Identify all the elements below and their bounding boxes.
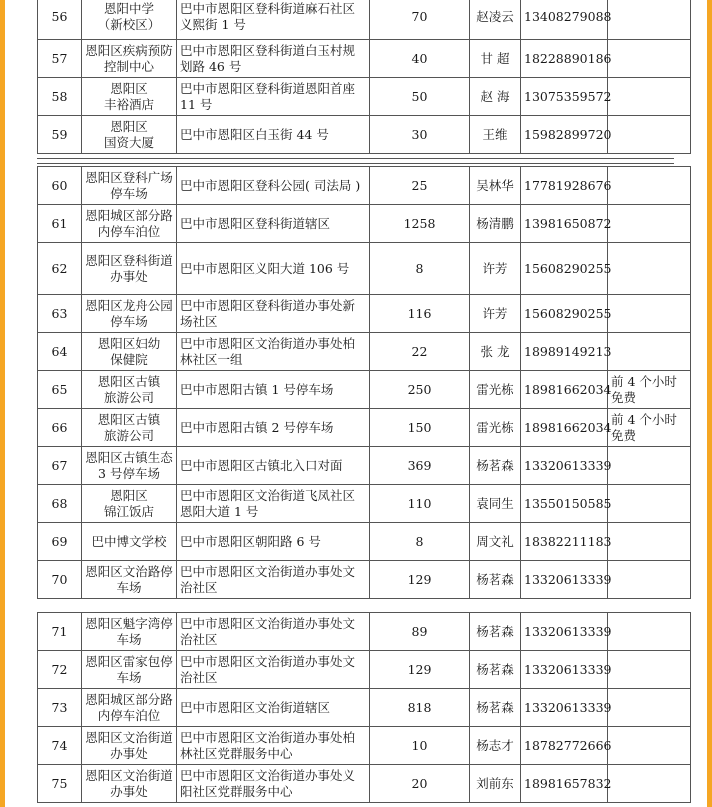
contact-person-cell: 许芳 xyxy=(470,295,521,333)
row-number-cell: 57 xyxy=(38,40,82,78)
phone-number-cell: 13408279088 xyxy=(521,0,608,40)
table-break xyxy=(37,158,674,164)
table-row xyxy=(38,371,691,409)
address-cell: 巴中市恩阳区白玉街 44 号 xyxy=(177,116,370,154)
row-number-cell: 71 xyxy=(38,613,82,651)
address-cell: 巴中市恩阳区文治街道飞凤社区恩阳大道 1 号 xyxy=(177,485,370,523)
table-row xyxy=(38,333,691,371)
parking-count-cell: 818 xyxy=(370,689,470,727)
left-orange-border xyxy=(0,0,5,807)
parking-count-cell: 30 xyxy=(370,116,470,154)
address-cell: 巴中市恩阳古镇 1 号停车场 xyxy=(177,371,370,409)
table-row xyxy=(38,523,691,561)
phone-number-cell: 13981650872 xyxy=(521,205,608,243)
contact-person-cell: 袁同生 xyxy=(470,485,521,523)
row-number-cell: 69 xyxy=(38,523,82,561)
parking-count-cell: 20 xyxy=(370,765,470,803)
contact-person-cell: 杨茗森 xyxy=(470,651,521,689)
table-row xyxy=(38,40,691,78)
phone-number-cell: 15608290255 xyxy=(521,295,608,333)
unit-name-cell: 恩阳区 丰裕酒店 xyxy=(82,78,177,116)
phone-number-cell: 13550150585 xyxy=(521,485,608,523)
note-cell xyxy=(608,651,691,689)
contact-person-cell: 甘 超 xyxy=(470,40,521,78)
table-row xyxy=(38,116,691,154)
table-row xyxy=(38,295,691,333)
note-cell xyxy=(608,727,691,765)
contact-person-cell: 杨茗森 xyxy=(470,689,521,727)
table-row xyxy=(38,765,691,803)
unit-name-cell: 恩阳区文治街道办事处 xyxy=(82,727,177,765)
table-row xyxy=(38,727,691,765)
note-cell xyxy=(608,295,691,333)
address-cell: 巴中市恩阳区登科街道办事处新场社区 xyxy=(177,295,370,333)
table-row xyxy=(38,485,691,523)
row-number-cell: 72 xyxy=(38,651,82,689)
table-row xyxy=(38,167,691,205)
row-number-cell: 67 xyxy=(38,447,82,485)
row-number-cell: 75 xyxy=(38,765,82,803)
note-cell: 前 4 个小时免费 xyxy=(608,409,691,447)
parking-count-cell: 70 xyxy=(370,0,470,40)
parking-count-cell: 8 xyxy=(370,523,470,561)
unit-name-cell: 恩阳中学 （新校区） xyxy=(82,0,177,40)
contact-person-cell: 雷光栋 xyxy=(470,409,521,447)
parking-table-part-2 xyxy=(37,166,691,599)
parking-count-cell: 89 xyxy=(370,613,470,651)
note-cell xyxy=(608,447,691,485)
phone-number-cell: 15608290255 xyxy=(521,243,608,295)
unit-name-cell: 恩阳区妇幼 保健院 xyxy=(82,333,177,371)
address-cell: 巴中市恩阳区登科街道恩阳首座 11 号 xyxy=(177,78,370,116)
address-cell: 巴中市恩阳区登科公园( 司法局 ) xyxy=(177,167,370,205)
contact-person-cell: 杨茗森 xyxy=(470,613,521,651)
table-row xyxy=(38,689,691,727)
parking-table-part-1 xyxy=(37,0,691,154)
row-number-cell: 65 xyxy=(38,371,82,409)
row-number-cell: 60 xyxy=(38,167,82,205)
row-number-cell: 64 xyxy=(38,333,82,371)
phone-number-cell: 15982899720 xyxy=(521,116,608,154)
unit-name-cell: 恩阳区魁字湾停车场 xyxy=(82,613,177,651)
contact-person-cell: 赵 海 xyxy=(470,78,521,116)
table-row xyxy=(38,205,691,243)
row-number-cell: 62 xyxy=(38,243,82,295)
table-row xyxy=(38,243,691,295)
parking-count-cell: 116 xyxy=(370,295,470,333)
phone-number-cell: 18382211183 xyxy=(521,523,608,561)
contact-person-cell: 杨茗森 xyxy=(470,447,521,485)
parking-count-cell: 1258 xyxy=(370,205,470,243)
unit-name-cell: 恩阳区 国资大厦 xyxy=(82,116,177,154)
row-number-cell: 58 xyxy=(38,78,82,116)
note-cell xyxy=(608,561,691,599)
note-cell xyxy=(608,243,691,295)
parking-count-cell: 50 xyxy=(370,78,470,116)
row-number-cell: 61 xyxy=(38,205,82,243)
address-cell: 巴中市恩阳区文治街道办事处柏林社区一组 xyxy=(177,333,370,371)
parking-count-cell: 22 xyxy=(370,333,470,371)
contact-person-cell: 张 龙 xyxy=(470,333,521,371)
phone-number-cell: 13320613339 xyxy=(521,689,608,727)
unit-name-cell: 恩阳区文治街道办事处 xyxy=(82,765,177,803)
note-cell xyxy=(608,78,691,116)
parking-count-cell: 129 xyxy=(370,561,470,599)
parking-count-cell: 110 xyxy=(370,485,470,523)
contact-person-cell: 吴林华 xyxy=(470,167,521,205)
unit-name-cell: 恩阳城区部分路内停车泊位 xyxy=(82,205,177,243)
note-cell xyxy=(608,613,691,651)
address-cell: 巴中市恩阳区文治街道办事处文治社区 xyxy=(177,651,370,689)
table-row xyxy=(38,561,691,599)
phone-number-cell: 13075359572 xyxy=(521,78,608,116)
parking-count-cell: 10 xyxy=(370,727,470,765)
note-cell xyxy=(608,167,691,205)
note-cell xyxy=(608,40,691,78)
row-number-cell: 68 xyxy=(38,485,82,523)
unit-name-cell: 恩阳区古镇 旅游公司 xyxy=(82,371,177,409)
unit-name-cell: 恩阳区登科街道办事处 xyxy=(82,243,177,295)
contact-person-cell: 许芳 xyxy=(470,243,521,295)
note-cell xyxy=(608,765,691,803)
parking-count-cell: 369 xyxy=(370,447,470,485)
address-cell: 巴中市恩阳区登科街道辖区 xyxy=(177,205,370,243)
parking-count-cell: 150 xyxy=(370,409,470,447)
phone-number-cell: 13320613339 xyxy=(521,651,608,689)
unit-name-cell: 恩阳区龙舟公园停车场 xyxy=(82,295,177,333)
table-row xyxy=(38,0,691,40)
contact-person-cell: 杨清鹏 xyxy=(470,205,521,243)
address-cell: 巴中市恩阳区文治街道办事处文治社区 xyxy=(177,613,370,651)
row-number-cell: 70 xyxy=(38,561,82,599)
phone-number-cell: 18228890186 xyxy=(521,40,608,78)
unit-name-cell: 恩阳区疾病预防控制中心 xyxy=(82,40,177,78)
phone-number-cell: 18989149213 xyxy=(521,333,608,371)
table-row xyxy=(38,651,691,689)
contact-person-cell: 杨志才 xyxy=(470,727,521,765)
phone-number-cell: 13320613339 xyxy=(521,613,608,651)
phone-number-cell: 13320613339 xyxy=(521,447,608,485)
phone-number-cell: 18981662034 xyxy=(521,371,608,409)
phone-number-cell: 13320613339 xyxy=(521,561,608,599)
address-cell: 巴中市恩阳古镇 2 号停车场 xyxy=(177,409,370,447)
note-cell xyxy=(608,523,691,561)
note-cell xyxy=(608,689,691,727)
contact-person-cell: 刘前东 xyxy=(470,765,521,803)
table-row xyxy=(38,409,691,447)
unit-name-cell: 恩阳区雷家包停车场 xyxy=(82,651,177,689)
parking-count-cell: 40 xyxy=(370,40,470,78)
parking-count-cell: 8 xyxy=(370,243,470,295)
right-orange-border xyxy=(707,0,712,807)
parking-table-part-3 xyxy=(37,612,691,803)
contact-person-cell: 杨茗森 xyxy=(470,561,521,599)
table-row xyxy=(38,78,691,116)
contact-person-cell: 雷光栋 xyxy=(470,371,521,409)
unit-name-cell: 恩阳区古镇 旅游公司 xyxy=(82,409,177,447)
note-cell xyxy=(608,485,691,523)
unit-name-cell: 巴中博文学校 xyxy=(82,523,177,561)
parking-count-cell: 25 xyxy=(370,167,470,205)
phone-number-cell: 18782772666 xyxy=(521,727,608,765)
unit-name-cell: 恩阳区古镇生态 3 号停车场 xyxy=(82,447,177,485)
note-cell xyxy=(608,0,691,40)
address-cell: 巴中市恩阳区文治街道办事处柏林社区党群服务中心 xyxy=(177,727,370,765)
unit-name-cell: 恩阳城区部分路内停车泊位 xyxy=(82,689,177,727)
note-cell xyxy=(608,333,691,371)
address-cell: 巴中市恩阳区文治街道办事处义阳社区党群服务中心 xyxy=(177,765,370,803)
row-number-cell: 73 xyxy=(38,689,82,727)
parking-count-cell: 250 xyxy=(370,371,470,409)
row-number-cell: 56 xyxy=(38,0,82,40)
address-cell: 巴中市恩阳区义阳大道 106 号 xyxy=(177,243,370,295)
note-cell xyxy=(608,205,691,243)
parking-count-cell: 129 xyxy=(370,651,470,689)
row-number-cell: 63 xyxy=(38,295,82,333)
row-number-cell: 74 xyxy=(38,727,82,765)
phone-number-cell: 18981657832 xyxy=(521,765,608,803)
table-row xyxy=(38,613,691,651)
unit-name-cell: 恩阳区文治路停车场 xyxy=(82,561,177,599)
contact-person-cell: 王维 xyxy=(470,116,521,154)
note-cell xyxy=(608,116,691,154)
phone-number-cell: 18981662034 xyxy=(521,409,608,447)
phone-number-cell: 17781928676 xyxy=(521,167,608,205)
contact-person-cell: 赵凌云 xyxy=(470,0,521,40)
address-cell: 巴中市恩阳区文治街道辖区 xyxy=(177,689,370,727)
row-number-cell: 66 xyxy=(38,409,82,447)
address-cell: 巴中市恩阳区文治街道办事处文治社区 xyxy=(177,561,370,599)
row-number-cell: 59 xyxy=(38,116,82,154)
address-cell: 巴中市恩阳区登科街道麻石社区义熙街 1 号 xyxy=(177,0,370,40)
unit-name-cell: 恩阳区登科广场停车场 xyxy=(82,167,177,205)
address-cell: 巴中市恩阳区古镇北入口对面 xyxy=(177,447,370,485)
contact-person-cell: 周文礼 xyxy=(470,523,521,561)
address-cell: 巴中市恩阳区登科街道白玉村规划路 46 号 xyxy=(177,40,370,78)
table-row xyxy=(38,447,691,485)
unit-name-cell: 恩阳区 锦江饭店 xyxy=(82,485,177,523)
note-cell: 前 4 个小时免费 xyxy=(608,371,691,409)
address-cell: 巴中市恩阳区朝阳路 6 号 xyxy=(177,523,370,561)
